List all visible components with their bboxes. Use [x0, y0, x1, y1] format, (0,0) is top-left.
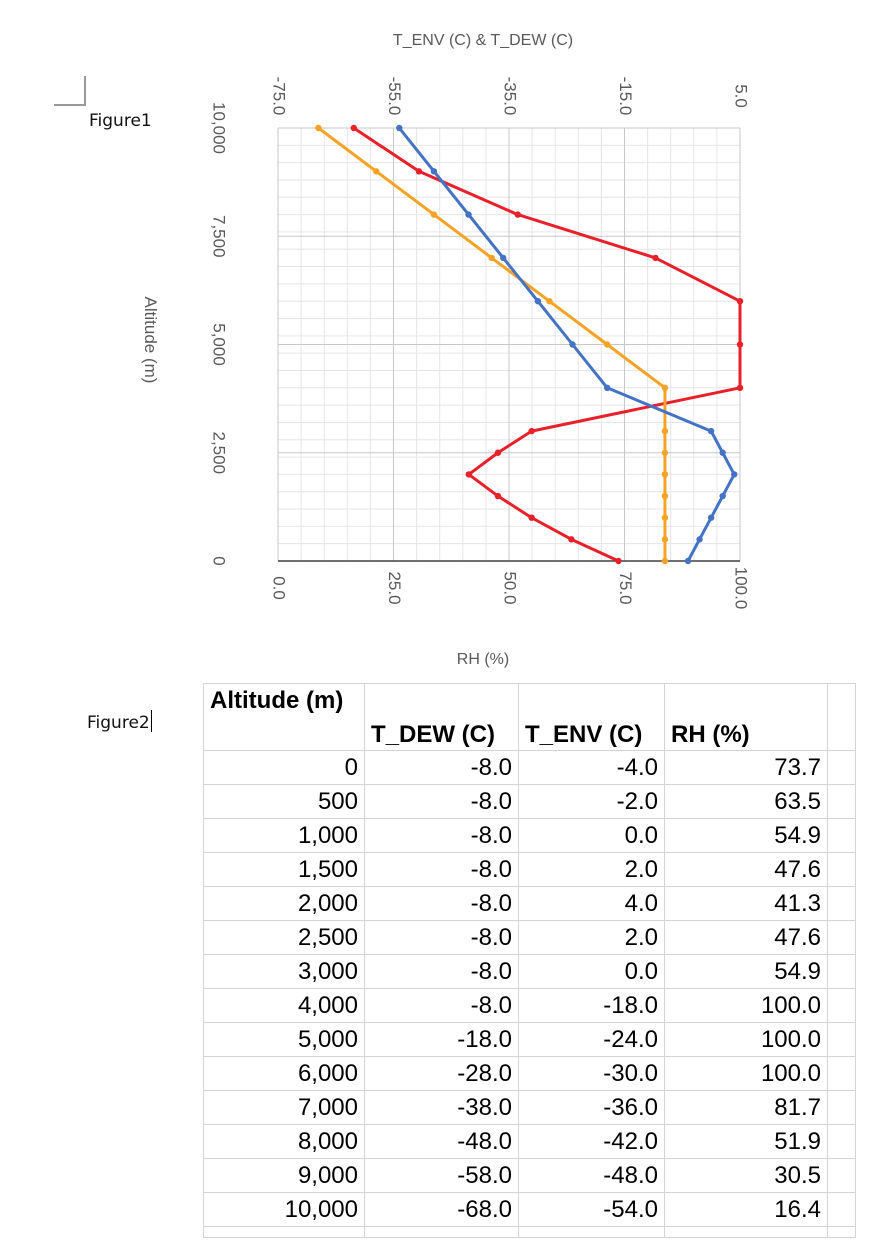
bottom-axis-tick-label: 0.0: [269, 576, 289, 600]
top-axis-tick-label: -15.0: [616, 76, 636, 116]
table-row: [204, 785, 856, 819]
cell-empty: [828, 1193, 856, 1227]
cell-t-dew: -8.0: [365, 921, 519, 955]
table-row: [204, 819, 856, 853]
table-row: [204, 887, 856, 921]
cell-t-dew: -68.0: [365, 1193, 519, 1227]
table-row: [204, 1125, 856, 1159]
cell-t-dew: -58.0: [365, 1159, 519, 1193]
cell-t-dew: -8.0: [365, 887, 519, 921]
data-point: [708, 428, 714, 434]
data-point: [662, 428, 668, 434]
data-point: [488, 255, 494, 261]
data-point: [731, 471, 737, 477]
altitude-tick-label: 7,500: [209, 214, 229, 258]
table-row-blank: [204, 1227, 856, 1238]
cell-empty: [828, 955, 856, 989]
cell-empty: [828, 1091, 856, 1125]
cell-empty: [828, 1159, 856, 1193]
cell-t-dew: -48.0: [365, 1125, 519, 1159]
figure1-label: Figure1: [89, 111, 152, 131]
cell-empty: [828, 819, 856, 853]
cell-t-dew: -28.0: [365, 1057, 519, 1091]
cell-rh: 30.5: [665, 1159, 828, 1193]
bottom-axis-tick-label: 75.0: [616, 571, 636, 605]
data-point: [604, 385, 610, 391]
cell-empty: [828, 785, 856, 819]
text-cursor: [151, 710, 152, 732]
bottom-axis-tick-label: 50.0: [500, 571, 520, 605]
data-point: [685, 558, 691, 564]
data-point: [431, 211, 437, 217]
cell-altitude: 7,000: [204, 1091, 365, 1125]
data-point: [351, 125, 357, 131]
cell-t-dew: -8.0: [365, 989, 519, 1023]
figure2-label-text: Figure2: [87, 713, 150, 733]
table-row: [204, 1091, 856, 1125]
data-point: [652, 255, 658, 261]
header-empty: [828, 684, 856, 751]
top-axis-tick-label: 5.0: [731, 84, 751, 108]
cell-empty: [828, 853, 856, 887]
data-point: [495, 450, 501, 456]
cell-rh: 73.7: [665, 751, 828, 785]
cell-rh: 100.0: [665, 1023, 828, 1057]
bottom-axis-tick-label: 100.0: [731, 566, 751, 610]
cell-rh: 100.0: [665, 1057, 828, 1091]
cell-t-env: 2.0: [519, 853, 665, 887]
table-row: [204, 1193, 856, 1227]
cell-rh: 51.9: [665, 1125, 828, 1159]
data-point: [708, 515, 714, 521]
data-point: [604, 341, 610, 347]
cell-t-env: -24.0: [519, 1023, 665, 1057]
data-point: [737, 341, 743, 347]
cell-t-env: 0.0: [519, 955, 665, 989]
cell-t-dew: -38.0: [365, 1091, 519, 1125]
cell-altitude: 4,000: [204, 989, 365, 1023]
header-t-dew: T_DEW (C): [365, 684, 519, 751]
data-point: [662, 471, 668, 477]
cell-altitude: 0: [204, 751, 365, 785]
table-row: [204, 1023, 856, 1057]
cell-empty: [828, 1023, 856, 1057]
cell-rh: 54.9: [665, 955, 828, 989]
altitude-axis-title: Altitude (m): [141, 296, 160, 384]
data-point: [373, 168, 379, 174]
cell-altitude: 500: [204, 785, 365, 819]
data-point: [662, 385, 668, 391]
cell-rh: 41.3: [665, 887, 828, 921]
altitude-tick-label: 0: [209, 556, 229, 566]
data-point: [737, 298, 743, 304]
cell-altitude: 8,000: [204, 1125, 365, 1159]
cell-empty: [828, 989, 856, 1023]
cell-t-dew: -18.0: [365, 1023, 519, 1057]
data-point: [662, 515, 668, 521]
data-point: [569, 341, 575, 347]
data-point: [719, 493, 725, 499]
cell-rh: 47.6: [665, 921, 828, 955]
cell-t-dew: -8.0: [365, 819, 519, 853]
altitude-tick-label: 10,000: [209, 102, 229, 154]
data-point: [416, 168, 422, 174]
cell-altitude: 2,000: [204, 887, 365, 921]
data-point: [465, 211, 471, 217]
data-point: [315, 125, 321, 131]
data-point: [535, 298, 541, 304]
table-row: [204, 751, 856, 785]
cell-altitude: 10,000: [204, 1193, 365, 1227]
header-t-env: T_ENV (C): [519, 684, 665, 751]
table-row: [204, 1057, 856, 1091]
table-row: [204, 1159, 856, 1193]
cell-t-env: -2.0: [519, 785, 665, 819]
data-point: [515, 211, 521, 217]
cell-t-dew: -8.0: [365, 751, 519, 785]
figure2-label: [87, 710, 152, 733]
cell-empty: [828, 921, 856, 955]
cell-t-env: 2.0: [519, 921, 665, 955]
cell-empty: [665, 1227, 828, 1238]
table-row: [204, 853, 856, 887]
cell-empty: [828, 887, 856, 921]
cell-t-env: 0.0: [519, 819, 665, 853]
data-point: [568, 536, 574, 542]
chart-grid: [278, 128, 740, 561]
cell-empty: [365, 1227, 519, 1238]
chart-axes: [210, 77, 751, 610]
cell-altitude: 1,500: [204, 853, 365, 887]
data-point: [662, 493, 668, 499]
cell-rh: 16.4: [665, 1193, 828, 1227]
top-axis-tick-label: -75.0: [269, 76, 289, 116]
cell-t-env: -4.0: [519, 751, 665, 785]
data-point: [737, 385, 743, 391]
cell-altitude: 9,000: [204, 1159, 365, 1193]
cell-rh: 54.9: [665, 819, 828, 853]
data-point: [528, 515, 534, 521]
cell-t-dew: -8.0: [365, 785, 519, 819]
cell-t-env: -54.0: [519, 1193, 665, 1227]
table-row: [204, 921, 856, 955]
altitude-tick-label: 5,000: [209, 323, 229, 366]
bottom-axis-title: RH (%): [456, 651, 510, 668]
cell-t-env: -18.0: [519, 989, 665, 1023]
data-table: [203, 683, 856, 1238]
top-axis-title: T_ENV (C) & T_DEW (C): [392, 32, 574, 49]
cell-t-env: -48.0: [519, 1159, 665, 1193]
cell-empty: [828, 1057, 856, 1091]
cell-t-env: 4.0: [519, 887, 665, 921]
cell-t-dew: -8.0: [365, 853, 519, 887]
data-point: [719, 450, 725, 456]
data-point: [615, 558, 621, 564]
data-point: [662, 558, 668, 564]
cell-empty: [204, 1227, 365, 1238]
cell-empty: [828, 1125, 856, 1159]
cell-altitude: 1,000: [204, 819, 365, 853]
table-row: [204, 955, 856, 989]
cell-altitude: 2,500: [204, 921, 365, 955]
data-point: [662, 450, 668, 456]
cell-empty: [828, 1227, 856, 1238]
cell-altitude: 3,000: [204, 955, 365, 989]
data-point: [696, 536, 702, 542]
top-axis-tick-label: -55.0: [385, 76, 405, 116]
cell-rh: 47.6: [665, 853, 828, 887]
cell-t-env: -36.0: [519, 1091, 665, 1125]
data-point: [528, 428, 534, 434]
cell-rh: 100.0: [665, 989, 828, 1023]
header-altitude: Altitude (m): [204, 684, 365, 751]
data-point: [495, 493, 501, 499]
altitude-tick-label: 2,500: [209, 431, 229, 475]
cell-altitude: 5,000: [204, 1023, 365, 1057]
cell-empty: [828, 751, 856, 785]
data-point: [431, 168, 437, 174]
cell-empty: [519, 1227, 665, 1238]
header-rh: RH (%): [665, 684, 828, 751]
cell-t-dew: -8.0: [365, 955, 519, 989]
cell-t-env: -30.0: [519, 1057, 665, 1091]
cell-rh: 63.5: [665, 785, 828, 819]
table-row: [204, 989, 856, 1023]
top-axis-tick-label: -35.0: [500, 76, 520, 116]
data-point: [500, 255, 506, 261]
data-point: [396, 125, 402, 131]
cell-rh: 81.7: [665, 1091, 828, 1125]
data-point: [662, 536, 668, 542]
table-header-row: [204, 684, 856, 751]
data-point: [546, 298, 552, 304]
data-point: [466, 471, 472, 477]
cell-altitude: 6,000: [204, 1057, 365, 1091]
bottom-axis-tick-label: 25.0: [385, 571, 405, 605]
cell-t-env: -42.0: [519, 1125, 665, 1159]
